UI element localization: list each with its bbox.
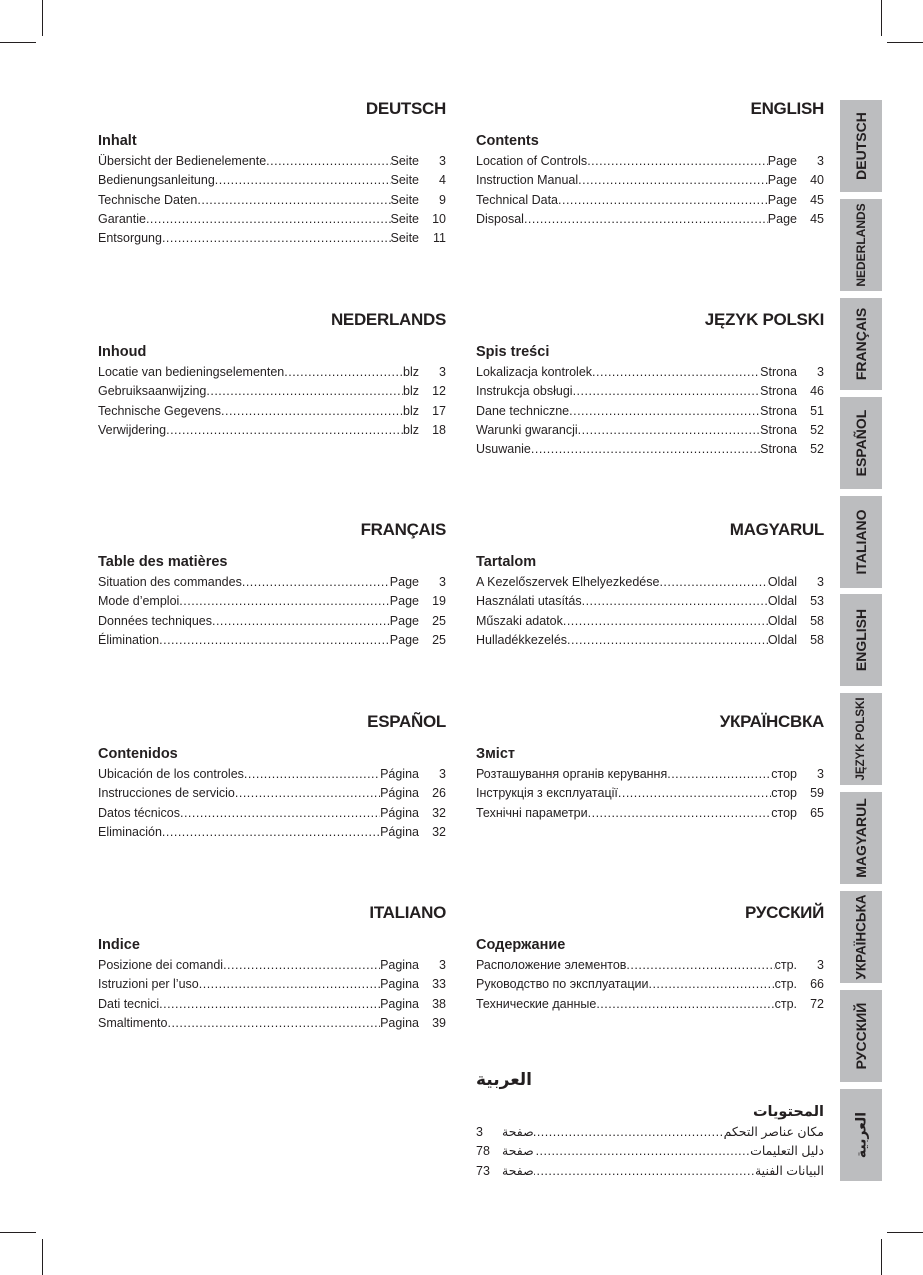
toc-page-word: стр. — [774, 958, 797, 972]
dot-leader — [578, 171, 768, 190]
language-tab-label: العربية — [852, 1111, 869, 1158]
toc-page-word: Seite — [390, 192, 419, 207]
toc-page-word: صفحة — [502, 1144, 534, 1159]
toc-title: Contenidos — [98, 746, 178, 762]
toc-page-word: стор — [771, 767, 797, 781]
dot-leader — [266, 152, 390, 171]
dot-leader — [162, 823, 380, 842]
toc-entry — [98, 956, 446, 975]
toc-page-word: Página — [380, 824, 419, 839]
toc-page-word: Oldal — [767, 575, 797, 589]
toc-page-word: Page — [767, 173, 797, 188]
toc-entry — [476, 440, 824, 459]
toc-page-word: blz — [403, 365, 419, 379]
toc-entry-title: Technische Gegevens — [98, 403, 221, 418]
toc-page-word: Page — [389, 594, 419, 609]
toc-entry — [98, 765, 446, 784]
language-tab — [840, 397, 882, 489]
language-tab — [840, 496, 882, 588]
toc-page-word: стр. — [774, 996, 797, 1011]
toc-entry-title: Istruzioni per l’uso — [98, 977, 199, 992]
toc-page-word: Página — [380, 805, 419, 820]
toc-entry — [98, 229, 446, 248]
dot-leader — [162, 229, 391, 248]
toc-page-word: Pagina — [380, 958, 419, 972]
dot-leader — [582, 592, 768, 611]
toc-entry-title: Situation des commandes — [98, 575, 242, 589]
toc-page-number: 45 — [810, 192, 824, 207]
toc-page-number: 45 — [810, 211, 824, 226]
toc-page-number: 3 — [817, 767, 824, 781]
dot-leader — [223, 956, 380, 975]
toc-page-number: 3 — [476, 1125, 483, 1139]
dot-leader — [667, 765, 771, 784]
toc-entry — [98, 995, 446, 1014]
toc-page-number: 58 — [810, 613, 824, 628]
toc-entry — [476, 995, 824, 1014]
toc-entry-title: Datos técnicos — [98, 805, 180, 820]
toc-entry-title: Dati tecnici — [98, 996, 160, 1011]
language-tab-label: УКРАЇНСЬКА — [853, 894, 869, 980]
toc-entry-title: Warunki gwarancji — [476, 422, 578, 437]
toc-entry — [98, 152, 446, 171]
toc-entry — [98, 804, 446, 823]
dot-leader — [567, 631, 768, 650]
toc-entry — [476, 573, 824, 592]
toc-page-word: Strona — [760, 365, 797, 379]
language-tab-label: ENGLISH — [853, 609, 869, 672]
toc-page-number: 3 — [817, 365, 824, 379]
toc-page-number: 9 — [439, 192, 446, 207]
toc-entry — [476, 191, 824, 210]
dot-leader — [212, 612, 390, 631]
section-ukrainian — [476, 711, 824, 823]
toc-entry-title: Technical Data — [476, 192, 558, 207]
crop-mark — [0, 42, 36, 43]
toc-entry-title: Руководство по эксплуатации — [476, 977, 649, 992]
language-tab — [840, 990, 882, 1082]
toc-page-number: 33 — [432, 977, 446, 992]
toc-entry-title: Ubicación de los controles — [98, 767, 244, 781]
language-tab — [840, 100, 882, 192]
toc-entry-title: Location of Controls — [476, 154, 588, 168]
toc-page-number: 58 — [810, 632, 824, 647]
dot-leader — [284, 363, 403, 382]
toc-page-word: صفحة — [502, 1125, 534, 1139]
toc-entry-title: Smaltimento — [98, 1015, 168, 1030]
toc-page-number: 73 — [476, 1163, 490, 1178]
toc-page-word: blz — [403, 384, 419, 399]
toc-entry — [98, 975, 446, 994]
toc-entry — [476, 210, 824, 229]
toc-page-number: 3 — [817, 154, 824, 168]
toc-entry-title: Eliminación — [98, 824, 162, 839]
dot-leader — [166, 421, 403, 440]
section-magyarul — [476, 519, 824, 650]
toc-page-word: стор — [771, 786, 797, 801]
crop-mark — [42, 1239, 43, 1275]
toc-page-number: 59 — [810, 786, 824, 801]
toc-entry — [98, 191, 446, 210]
dot-leader — [159, 631, 390, 650]
toc-entry — [476, 402, 824, 421]
toc-entry-title: Élimination — [98, 632, 160, 647]
dot-leader — [235, 784, 380, 803]
toc-entry — [476, 592, 824, 611]
toc-entry — [476, 363, 824, 382]
toc-entry-title: Hulladékkezelés — [476, 632, 568, 647]
toc-page-number: 11 — [433, 231, 446, 246]
toc-page-word: Page — [389, 632, 419, 647]
dot-leader — [524, 210, 768, 229]
dot-leader — [534, 1123, 724, 1142]
toc-entry-title: Technische Daten — [98, 192, 198, 207]
toc-title: Table des matières — [98, 554, 228, 570]
toc-page-number: 39 — [432, 1015, 446, 1030]
toc-entry — [98, 592, 446, 611]
dot-leader — [215, 171, 391, 190]
language-tab-label: JĘZYK POLSKI — [855, 697, 867, 781]
toc-page-word: صفحة — [502, 1163, 534, 1178]
dot-leader — [648, 975, 774, 994]
section-english — [476, 98, 824, 229]
toc-entry — [98, 631, 446, 650]
toc-entry — [98, 823, 446, 842]
toc-page-number: 3 — [439, 154, 446, 168]
toc-page-word: Seite — [390, 173, 419, 188]
toc-entry-title: Données techniques — [98, 613, 212, 628]
toc-page-word: Seite — [390, 231, 419, 246]
crop-mark — [0, 1232, 36, 1233]
toc-page-number: 17 — [432, 403, 446, 418]
toc-entry-title: Lokalizacja kontrolek — [476, 365, 593, 379]
dot-leader — [592, 363, 760, 382]
toc-entry — [98, 363, 446, 382]
toc-entry — [98, 784, 446, 803]
dot-leader — [206, 382, 403, 401]
dot-leader — [596, 995, 774, 1014]
toc-page-number: 25 — [432, 632, 446, 647]
section-italiano — [98, 902, 446, 1033]
toc-entry — [476, 1142, 824, 1161]
language-tab — [840, 594, 882, 686]
toc-page-number: 40 — [810, 173, 824, 188]
toc-title: Spis treści — [476, 344, 550, 360]
dot-leader — [221, 402, 403, 421]
toc-entry-title: Інструкція з експлуатації — [476, 786, 618, 801]
toc-page-word: Seite — [390, 154, 419, 168]
toc-entry-title: Usuwanie — [476, 442, 531, 457]
toc-entry-title: Gebruiksaanwijzing — [98, 384, 207, 399]
toc-page-word: Strona — [760, 403, 797, 418]
toc-entry-title: Технічні параметри — [476, 805, 588, 820]
toc-entry — [476, 152, 824, 171]
toc-entry — [476, 631, 824, 650]
toc-page-word: Page — [767, 192, 797, 207]
toc-page-word: Oldal — [767, 632, 797, 647]
toc-page-word: blz — [403, 403, 419, 418]
dot-leader — [146, 210, 391, 229]
crop-mark — [887, 1232, 923, 1233]
language-tab — [840, 298, 882, 390]
toc-page-number: 51 — [810, 403, 824, 418]
toc-entry — [98, 612, 446, 631]
toc-page-number: 3 — [439, 958, 446, 972]
toc-page-word: Pagina — [380, 996, 419, 1011]
crop-mark — [42, 0, 43, 36]
toc-entry — [98, 402, 446, 421]
toc-page-word: стор — [771, 805, 797, 820]
toc-entry — [476, 975, 824, 994]
toc-page-number: 3 — [817, 958, 824, 972]
toc-entry — [98, 1014, 446, 1033]
toc-page-number: 46 — [810, 384, 824, 399]
toc-entry-title: البيانات الفنية — [754, 1163, 824, 1178]
dot-leader — [578, 421, 761, 440]
dot-leader — [573, 382, 761, 401]
toc-page-number: 3 — [439, 767, 446, 781]
toc-entry-title: Locatie van bedieningselementen — [98, 365, 285, 379]
toc-title: المحتويات — [752, 1104, 824, 1120]
toc-page-number: 10 — [432, 211, 446, 226]
toc-entry — [98, 171, 446, 190]
dot-leader — [199, 975, 380, 994]
toc-page-word: Pagina — [380, 977, 419, 992]
language-heading: MAGYARUL — [729, 520, 824, 539]
toc-page-number: 12 — [432, 384, 446, 399]
section-polski — [476, 309, 824, 459]
toc-page-number: 25 — [432, 613, 446, 628]
toc-page-word: Oldal — [767, 594, 797, 609]
language-tab-label: DEUTSCH — [853, 112, 869, 180]
toc-page-number: 72 — [810, 996, 824, 1011]
toc-page-word: Page — [389, 613, 419, 628]
toc-entry-title: Posizione dei comandi — [98, 958, 224, 972]
toc-entry-title: Műszaki adatok — [476, 613, 563, 628]
dot-leader — [180, 804, 380, 823]
toc-page-number: 19 — [432, 594, 446, 609]
toc-entry — [98, 573, 446, 592]
language-tabs — [840, 100, 882, 1188]
toc-title: Зміст — [476, 746, 516, 762]
section-nederlands — [98, 309, 446, 440]
language-tab-label: FRANÇAIS — [853, 307, 869, 380]
toc-page-word: Page — [767, 154, 797, 168]
toc-title: Contents — [476, 133, 539, 149]
language-tab — [840, 1089, 882, 1181]
toc-entry — [98, 382, 446, 401]
language-heading: NEDERLANDS — [330, 310, 446, 329]
language-heading: РУССКИЙ — [745, 903, 824, 922]
language-tab-label: ITALIANO — [853, 509, 869, 575]
dot-leader — [159, 995, 380, 1014]
toc-page-word: Strona — [760, 442, 797, 457]
toc-entry-title: Garantie — [98, 211, 146, 226]
toc-entry — [476, 171, 824, 190]
language-tab-label: РУССКИЙ — [853, 1002, 869, 1070]
language-heading: JĘZYK POLSKI — [704, 310, 824, 329]
toc-page-word: blz — [403, 422, 419, 437]
section-espanol — [98, 711, 446, 842]
toc-entry-title: Расположение элементов — [476, 958, 627, 972]
toc-entry-title: Instrukcja obsługi — [476, 384, 573, 399]
language-tab — [840, 693, 882, 785]
language-tab-label: ESPAÑOL — [853, 409, 869, 476]
toc-page-number: 4 — [439, 173, 446, 188]
toc-page-word: Oldal — [767, 613, 797, 628]
toc-page-word: Página — [380, 767, 419, 781]
toc-page-number: 3 — [817, 575, 824, 589]
toc-title: Содержание — [476, 937, 566, 953]
dot-leader — [618, 784, 771, 803]
toc-title: Inhalt — [98, 133, 137, 149]
dot-leader — [242, 573, 390, 592]
toc-entry-title: Verwijdering — [98, 422, 167, 437]
dot-leader — [587, 152, 768, 171]
toc-entry-title: Instrucciones de servicio — [98, 786, 235, 801]
language-tab-label: NEDERLANDS — [854, 203, 868, 287]
dot-leader — [167, 1014, 380, 1033]
dot-leader — [659, 573, 767, 592]
dot-leader — [569, 402, 760, 421]
dot-leader — [179, 592, 390, 611]
toc-page-number: 3 — [439, 365, 446, 379]
dot-leader — [588, 804, 772, 823]
dot-leader — [197, 191, 390, 210]
toc-page-number: 38 — [432, 996, 446, 1011]
section-russian — [476, 902, 824, 1014]
crop-mark — [881, 0, 882, 36]
language-heading: ENGLISH — [750, 99, 824, 118]
toc-entry-title: A Kezelőszervek Elhelyezkedése — [476, 575, 660, 589]
crop-mark — [881, 1239, 882, 1275]
toc-entry-title: Mode d’emploi — [98, 594, 180, 609]
dot-leader — [563, 612, 768, 631]
toc-entry-title: Розташування органів керування — [476, 767, 668, 781]
toc-entry-title: مكان عناصر التحكم — [723, 1125, 824, 1139]
toc-entry — [476, 784, 824, 803]
toc-entry-title: Dane techniczne — [476, 403, 570, 418]
toc-entry-title: Entsorgung — [98, 231, 162, 246]
toc-entry-title: Használati utasítás — [476, 594, 582, 609]
toc-page-word: стр. — [774, 977, 797, 992]
toc-entry-title: Übersicht der Bedienelemente — [98, 154, 267, 168]
language-heading: العربية — [476, 1070, 533, 1089]
toc-entry — [476, 612, 824, 631]
language-heading: DEUTSCH — [365, 99, 446, 118]
toc-page-number: 52 — [810, 442, 824, 457]
toc-entry — [476, 1123, 824, 1142]
toc-page-number: 78 — [476, 1144, 490, 1159]
toc-page-word: Page — [389, 575, 419, 589]
dot-leader — [534, 1142, 750, 1161]
language-tab — [840, 792, 882, 884]
toc-entry-title: دليل التعليمات — [750, 1144, 824, 1159]
dot-leader — [534, 1162, 755, 1181]
language-heading: ESPAÑOL — [367, 712, 446, 731]
toc-page-number: 3 — [439, 575, 446, 589]
toc-entry — [476, 804, 824, 823]
section-arabic — [476, 1069, 824, 1181]
toc-entry — [476, 956, 824, 975]
language-heading: УКРАЇНСВКА — [719, 712, 824, 731]
toc-entry-title: Bedienungsanleitung — [98, 173, 215, 188]
toc-page-word: Page — [767, 211, 797, 226]
dot-leader — [626, 956, 774, 975]
toc-entry-title: Instruction Manual — [476, 173, 579, 188]
toc-page-word: Pagina — [380, 1015, 419, 1030]
toc-entry — [476, 382, 824, 401]
toc-entry — [476, 765, 824, 784]
toc-page-number: 66 — [810, 977, 824, 992]
toc-page-number: 52 — [810, 422, 824, 437]
toc-page-number: 53 — [810, 594, 824, 609]
toc-page-word: Strona — [760, 384, 797, 399]
toc-page-number: 26 — [432, 786, 446, 801]
toc-page-number: 18 — [432, 422, 446, 437]
dot-leader — [531, 440, 760, 459]
toc-entry — [476, 1162, 824, 1181]
toc-entry-title: Технические данные — [476, 996, 597, 1011]
section-francais — [98, 519, 446, 650]
toc-page-number: 32 — [432, 824, 446, 839]
dot-leader — [244, 765, 380, 784]
toc-entry-title: Disposal — [476, 211, 524, 226]
toc-entry — [98, 210, 446, 229]
language-heading: ITALIANO — [369, 903, 446, 922]
dot-leader — [558, 191, 768, 210]
toc-page-word: Strona — [760, 422, 797, 437]
toc-title: Tartalom — [476, 554, 537, 570]
toc-page-number: 65 — [810, 805, 824, 820]
toc-page-word: Página — [380, 786, 419, 801]
language-tab — [840, 199, 882, 291]
language-tab — [840, 891, 882, 983]
toc-title: Inhoud — [98, 344, 147, 360]
toc-page-number: 32 — [432, 805, 446, 820]
toc-entry — [98, 421, 446, 440]
toc-title: Indice — [98, 937, 140, 953]
crop-mark — [887, 42, 923, 43]
language-heading: FRANÇAIS — [360, 520, 446, 539]
section-deutsch — [98, 98, 446, 248]
toc-page-word: Seite — [390, 211, 419, 226]
language-tab-label: MAGYARUL — [853, 798, 869, 879]
toc-entry — [476, 421, 824, 440]
